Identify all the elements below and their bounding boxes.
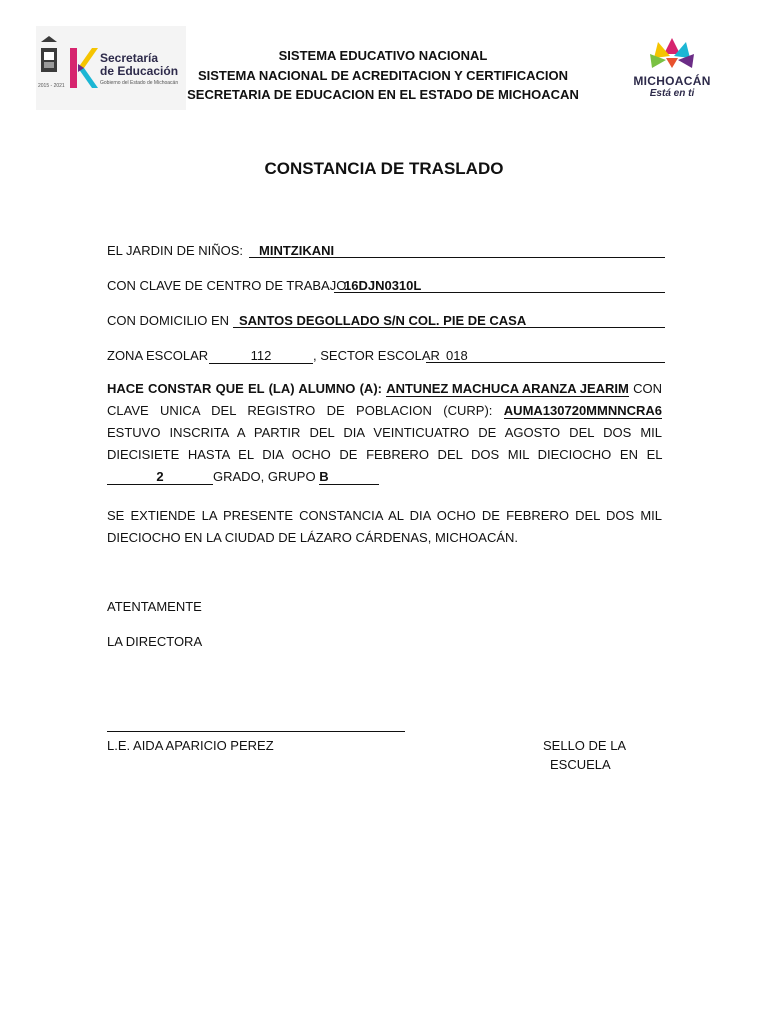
- clave-label: CON CLAVE DE CENTRO DE TRABAJO: [107, 278, 347, 293]
- hace-constar-lead: HACE CONSTAR QUE EL (LA) ALUMNO (A):: [107, 381, 382, 396]
- sector-label: , SECTOR ESCOLAR: [313, 348, 440, 363]
- domicilio-value: SANTOS DEGOLLADO S/N COL. PIE DE CASA: [239, 313, 527, 328]
- grado-value: 2: [107, 469, 213, 485]
- domicilio-field: [233, 313, 665, 328]
- michoacan-logo: [622, 34, 722, 106]
- signer-name: L.E. AIDA APARICIO PEREZ: [107, 738, 274, 753]
- michoacan-name: MICHOACÁN: [633, 74, 711, 88]
- michoacan-star-icon: [622, 34, 722, 74]
- jardin-value: MINTZIKANI: [259, 243, 335, 258]
- jardin-field: [249, 243, 665, 258]
- logo-left-line2: de Educación: [100, 64, 179, 78]
- directora-text: LA DIRECTORA: [107, 634, 203, 649]
- constancia-paragraph: [107, 378, 662, 488]
- zona-value: 112: [250, 348, 272, 363]
- header-line-3: SECRETARIA DE EDUCACION EN EL ESTADO DE MICHOACAN: [187, 87, 579, 102]
- document-title: CONSTANCIA DE TRASLADO: [264, 159, 504, 178]
- jardin-label: EL JARDIN DE NIÑOS:: [107, 243, 244, 258]
- inscripcion-text: ESTUVO INSCRITA A PARTIR DEL DIA VEINTICUATRO DE AGOSTO DEL DOS MIL DIECISIETE HASTA EL DIA OCHO DE FEBRERO DEL DOS MIL DIECIOCHO EN EL: [107, 425, 662, 462]
- grado-label: GRADO, GRUPO: [213, 469, 316, 484]
- sector-field: [426, 348, 665, 363]
- michoacan-slogan: Está en ti: [649, 88, 695, 99]
- header-line-1: SISTEMA EDUCATIVO NACIONAL: [278, 48, 488, 63]
- atentamente-text: ATENTAMENTE: [107, 599, 202, 614]
- zona-field: [209, 348, 313, 364]
- sello-label-line1: SELLO DE LA: [543, 738, 627, 753]
- curp-clause: CLAVE UNICA DEL REGISTRO DE POBLACION (CURP):: [107, 403, 493, 418]
- extension-paragraph: SE EXTIENDE LA PRESENTE CONSTANCIA AL DIA OCHO DE FEBRERO DEL DOS MIL DIECIOCHO EN LA CIUDAD DE LÁZARO CÁRDENAS, MICHOACÁN.: [107, 508, 662, 545]
- signature-line: [107, 731, 405, 732]
- sector-value: 018: [446, 348, 468, 363]
- alumno-name: ANTUNEZ MACHUCA ARANZA JEARIM: [386, 381, 629, 396]
- con-word: CON: [633, 381, 662, 396]
- logo-left-line1: Secretaría: [100, 51, 159, 65]
- zona-label: ZONA ESCOLAR: [107, 348, 209, 363]
- sello-label-line2: ESCUELA: [550, 757, 611, 772]
- grupo-value: B: [319, 469, 379, 485]
- clave-field: [334, 278, 665, 293]
- logo-left-subtitle: Gobierno del Estado de Michoacán: [100, 80, 179, 86]
- logo-left-years: 2015 - 2021: [38, 83, 65, 89]
- secretaria-educacion-logo: [36, 26, 186, 110]
- header-line-2: SISTEMA NACIONAL DE ACREDITACION Y CERTIFICACION: [197, 68, 569, 83]
- curp-value: AUMA130720MMNNCRA6: [503, 403, 662, 418]
- clave-value: 16DJN0310L: [344, 278, 422, 293]
- domicilio-label: CON DOMICILIO EN: [107, 313, 230, 328]
